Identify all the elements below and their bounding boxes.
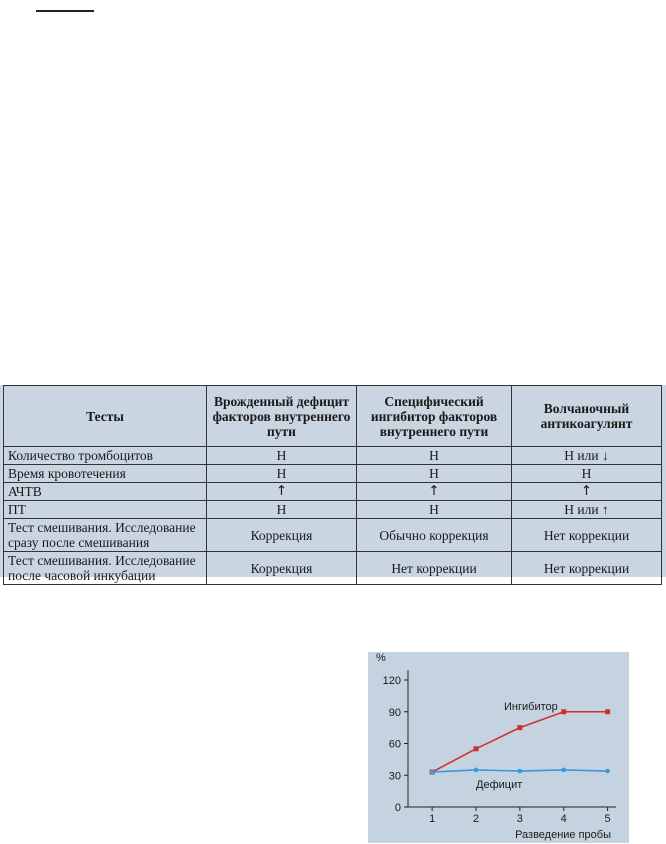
row-value-deficit: Коррекция	[207, 552, 357, 585]
data-point-deficit	[430, 770, 435, 775]
row-value-deficit: Н	[207, 501, 357, 519]
series-line-inhibitor	[432, 712, 607, 772]
data-point-inhibitor	[561, 709, 566, 714]
row-test-name: Тест смешивания. Исследование сразу после смешивания	[4, 519, 207, 552]
row-value-lupus: Н	[512, 465, 662, 483]
table-row	[4, 483, 662, 501]
row-value-lupus: ↑	[512, 483, 662, 501]
y-tick-label: 30	[388, 770, 401, 783]
data-point-deficit	[518, 769, 523, 774]
y-tick-label: 90	[388, 706, 401, 719]
data-point-inhibitor	[474, 746, 479, 751]
x-tick-label: 3	[516, 813, 523, 825]
coagulation-table-panel	[0, 385, 666, 583]
header-specific-inhibitor: Специфический ингибитор факторов внутреннего пути	[357, 386, 512, 447]
x-tick-label: 4	[560, 813, 567, 825]
row-test-name: Количество тромбоцитов	[4, 447, 207, 465]
row-value-lupus: Нет коррекции	[512, 519, 662, 552]
row-value-deficit: Коррекция	[207, 519, 357, 552]
x-tick-label: 2	[472, 813, 480, 825]
table-header-row	[4, 386, 662, 447]
x-tick-label: 5	[604, 813, 611, 825]
table-row	[4, 447, 662, 465]
row-value-inhibitor: Н	[357, 447, 512, 465]
coagulation-tests-table	[3, 385, 662, 585]
row-value-deficit: Н	[207, 447, 357, 465]
row-value-inhibitor: Обычно коррекция	[357, 519, 512, 552]
row-value-inhibitor: Н	[357, 465, 512, 483]
row-value-deficit: ↑	[207, 483, 357, 501]
y-axis-label: %	[376, 652, 386, 664]
y-tick-label: 0	[394, 802, 401, 814]
row-value-deficit: Н	[207, 465, 357, 483]
y-tick-label: 120	[382, 675, 401, 687]
row-test-name: Тест смешивания. Исследование после часовой инкубации	[4, 552, 207, 585]
data-point-inhibitor	[517, 725, 522, 730]
row-value-inhibitor: Н	[357, 501, 512, 519]
top-rule	[36, 10, 94, 12]
data-point-deficit	[474, 768, 479, 773]
row-value-lupus: Нет коррекции	[512, 552, 662, 585]
table-row	[4, 552, 662, 585]
row-test-name: ПТ	[4, 501, 207, 519]
series-label-inhibitor: Ингибитор	[504, 701, 558, 713]
mixing-test-chart-panel	[368, 652, 629, 843]
row-value-inhibitor: Нет коррекции	[357, 552, 512, 585]
mixing-test-chart	[368, 652, 629, 843]
row-value-lupus: Н или ↑	[512, 501, 662, 519]
table-row	[4, 501, 662, 519]
row-value-inhibitor: ↑	[357, 483, 512, 501]
x-axis-label: Разведение пробы	[515, 829, 611, 841]
header-lupus-anticoagulant: Волчаночный антикоагулянт	[512, 386, 662, 447]
header-tests: Тесты	[4, 386, 207, 447]
row-test-name: АЧТВ	[4, 483, 207, 501]
x-tick-label: 1	[429, 813, 436, 825]
data-point-inhibitor	[605, 709, 610, 714]
data-point-deficit	[605, 769, 610, 774]
data-point-deficit	[561, 768, 566, 773]
row-value-lupus: Н или ↓	[512, 447, 662, 465]
y-tick-label: 60	[388, 738, 401, 751]
header-congenital-deficit: Врожденный дефицит факторов внутреннего пути	[207, 386, 357, 447]
series-label-deficit: Дефицит	[476, 779, 523, 791]
row-test-name: Время кровотечения	[4, 465, 207, 483]
table-row	[4, 465, 662, 483]
table-row	[4, 519, 662, 552]
